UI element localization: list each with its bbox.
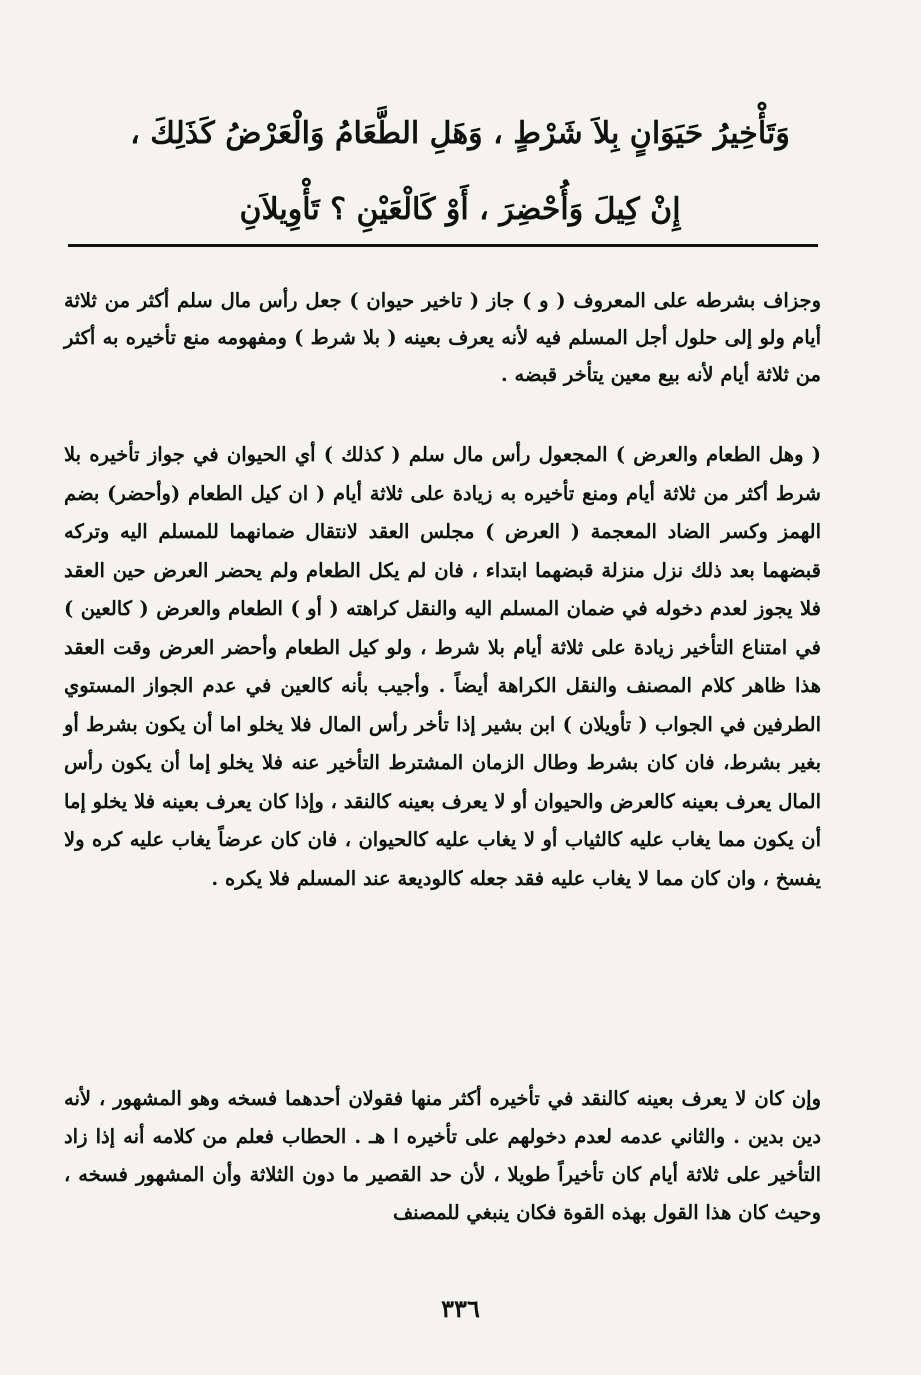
commentary-paragraph-3: وإن كان لا يعرف بعينه كالنقد في تأخيره أكثر منها فقولان أحدهما فسخه وهو المشهور ، لأنه دين بدين . والثاني عدمه لعدم دخولهم على تأخيره ا هـ . الحطاب فعلم من كلامه أنه إذا زاد التأخير على ثلاثة أيام كان تأخيراً طويلا ، لأن حد القصير ما دون الثلاثة وأن المشهور فسخه ، وحيث كان هذا القول بهذه القوة فكان ينبغي للمصنف [64,1087,821,1224]
commentary-paragraph-1: وجزاف بشرطه على المعروف ( و ) جاز ( تاخير حيوان ) جعل رأس مال سلم أكثر من ثلاثة أيام ولو إلى حلول أجل المسلم فيه لأنه يعرف بعينه ( بلا شرط ) ومفهومه منع تأخيره به أكثر من ثلاثة أيام لأنه بيع معين يتأخر قبضه . [64,289,821,386]
matn-verse [60,96,860,248]
page-number: ٣٣٦ [441,1294,480,1323]
commentary-paragraph-2: ( وهل الطعام والعرض ) المجعول رأس مال سلم ( كذلك ) أي الحيوان في جواز تأخيره بلا شرط أكثر من ثلاثة أيام ومنع تأخيره به زيادة على ثلاثة أيام ( ان كيل الطعام (وأحضر) بضم الهمز وكسر الضاد المعجمة ( العرض ) مجلس العقد لانتقال ضمانهما للمسلم اليه وتركه قبضهما بعد ذلك نزل منزلة قبضهما ابتداء ، فان لم يكل الطعام ولم يحضر العرض حين العقد فلا يجوز لعدم دخوله في ضمان المسلم اليه والنقل كراهته ( أو ) الطعام والعرض ( كالعين ) في امتناع التأخير زيادة على ثلاثة أيام بلا شرط ، ولو كيل الطعام وأحضر العرض وقت العقد هذا ظاهر كلام المصنف والنقل الكراهة أيضاً . وأجيب بأنه كالعين في عدم الجواز المستوي الطرفين في الجواب ( تأويلان ) ابن بشير إذا تأخر رأس المال فلا يخلو اما أن يكون بشرط أو بغير بشرط، فان كان بشرط وطال الزمان المشترط التأخير عنه فلا يخلو إما أن يكون رأس المال يعرف بعينه كالعرض والحيوان أو لا يعرف بعينه كالنقد ، وإذا كان يعرف بعينه فلا يخلو إما أن يكون مما يغاب عليه كالثياب أو لا يغاب عليه كالحيوان ، فان كان عرضاً يغاب عليه كره ولا يفسخ ، وان كان مما لا يغاب عليه فقد جعله كالوديعة عند المسلم فلا يكره . [64,443,821,890]
verse-line-2: إِنْ كِيلَ وَأُحْضِرَ ، أَوْ كَالْعَيْنِ ؟ تَأْوِيلاَنِ [239,192,681,227]
verse-line-1: وَتَأْخِيرُ حَيَوَانٍ بِلاَ شَرْطٍ ، وَهَلِ الطَّعَامُ وَالْعَرْضُ كَذَلِكَ ، [130,116,790,151]
separator-rule [68,244,818,247]
